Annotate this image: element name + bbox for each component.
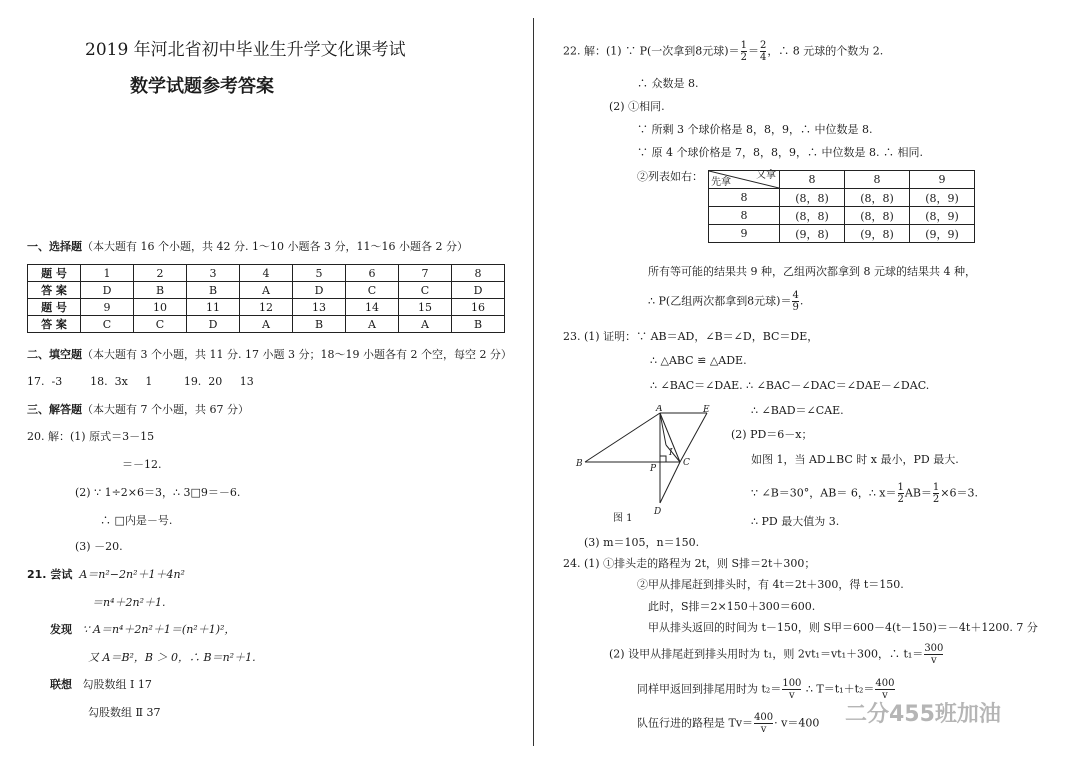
q20-line: ＝－12. bbox=[122, 458, 162, 471]
answer-cell: 15 bbox=[399, 299, 452, 316]
outcome-cell: (8，8) bbox=[845, 207, 910, 225]
answer-cell: 13 bbox=[293, 299, 346, 316]
answer-table-row bbox=[28, 282, 505, 299]
figure-caption: 图 1 bbox=[613, 513, 633, 524]
answer-cell: 9 bbox=[81, 299, 134, 316]
label-b: B bbox=[576, 459, 583, 469]
answer-cell: A bbox=[240, 282, 293, 299]
q21-label: 联想 bbox=[50, 678, 72, 691]
segment-ec bbox=[680, 413, 707, 462]
q23-line: ∴ PD 最大值为 3. bbox=[751, 515, 840, 528]
answer-table-row bbox=[28, 265, 505, 282]
outcome-header-row bbox=[709, 171, 975, 189]
answer-cell: D bbox=[293, 282, 346, 299]
fraction bbox=[754, 712, 773, 735]
denominator: v bbox=[882, 690, 888, 701]
choice-answer-table bbox=[27, 264, 505, 333]
q23-line: (3) m＝105，n＝150. bbox=[584, 536, 700, 549]
column-divider bbox=[533, 18, 534, 746]
answer-cell: 7 bbox=[399, 265, 452, 282]
q24-text: ∴ T＝t₁＋t₂＝ bbox=[805, 682, 875, 696]
answer-key-subtitle: 数学试题参考答案 bbox=[130, 76, 274, 97]
answer-cell: D bbox=[81, 282, 134, 299]
q23-line: ∴ △ABC ≌ △ADE. bbox=[650, 354, 747, 367]
q22-line: 所有等可能的结果共 9 种，乙组两次都拿到 8 元球的结果共 4 种， bbox=[648, 265, 976, 278]
fraction bbox=[933, 482, 939, 505]
q23-line: 如图 1，当 AD⊥BC 时 x 最小，PD 最大. bbox=[751, 453, 959, 466]
q24-text: · v＝400 bbox=[774, 716, 820, 730]
fraction bbox=[898, 482, 904, 505]
answer-cell: 8 bbox=[452, 265, 505, 282]
segment-ab bbox=[585, 413, 660, 462]
q20-line: (2) ∵ 1÷2×6＝3，∴ 3□9＝－6. bbox=[75, 486, 241, 499]
q22-line: ∵ 原 4 个球价格是 7，8，8，9，∴ 中位数是 8. ∴ 相同. bbox=[637, 146, 923, 159]
fraction bbox=[741, 40, 747, 63]
outcome-cell: (9，8) bbox=[780, 225, 845, 243]
row-header-cell: 答 案 bbox=[28, 316, 81, 333]
right-angle-mark bbox=[660, 456, 666, 462]
column-header-cell: 8 bbox=[780, 171, 845, 189]
outcome-cell: (8，8) bbox=[780, 207, 845, 225]
answer-cell: D bbox=[452, 282, 505, 299]
q24-line: 24. (1) ①排头走的路程为 2t，则 S排＝2t＋300； bbox=[563, 557, 816, 570]
row-header-cell: 题 号 bbox=[28, 265, 81, 282]
q22-text: ，∴ 8 元球的个数为 2. bbox=[767, 44, 884, 58]
corner-cell bbox=[709, 171, 780, 189]
q21-line bbox=[27, 568, 185, 581]
q21-label: 发现 bbox=[50, 623, 72, 636]
q21-line: 又 A＝B²，B ＞ 0，∴ B＝n²＋1. bbox=[88, 651, 256, 664]
label-e: E bbox=[703, 405, 710, 415]
outcome-cell: (9，9) bbox=[910, 225, 975, 243]
q22-line: ∵ 所剩 3 个球价格是 8，8，9，∴ 中位数是 8. bbox=[637, 123, 873, 136]
answer-cell: 5 bbox=[293, 265, 346, 282]
section-2-heading bbox=[27, 348, 512, 361]
numerator: 1 bbox=[897, 482, 904, 493]
q23-text: AB＝ bbox=[904, 486, 932, 500]
q21-expr: A＝n²−2n²＋1＋4n² bbox=[79, 568, 185, 581]
outcome-table bbox=[708, 170, 975, 243]
outcome-cell: (8，9) bbox=[910, 189, 975, 207]
answer-cell: C bbox=[399, 282, 452, 299]
denominator: 2 bbox=[740, 52, 747, 63]
q24-text: 队伍行进的路程是 Tv＝ bbox=[637, 716, 754, 730]
q22-text: ∴ P(乙组两次都拿到8元球)＝ bbox=[648, 294, 792, 308]
q23-line: ∴ ∠BAD＝∠CAE. bbox=[751, 404, 844, 417]
answer-cell: B bbox=[187, 282, 240, 299]
q20-line: ∴ □内是－号. bbox=[100, 514, 173, 527]
q21-line bbox=[50, 623, 235, 636]
q21-label: 21. 尝试 bbox=[27, 568, 73, 581]
section-3-heading bbox=[27, 403, 249, 416]
outcome-cell: (9，8) bbox=[845, 225, 910, 243]
q21-expr: ∵ A＝n⁴＋2n²＋1＝(n²＋1)²， bbox=[82, 623, 236, 636]
denominator: v bbox=[760, 724, 767, 735]
q24-line: ②甲从排尾赶到排头时，有 4t＝2t＋300，得 t＝150. bbox=[637, 578, 904, 591]
numerator: 2 bbox=[759, 40, 767, 51]
section-desc: （本大题有 16 个小题，共 42 分. 1～10 小题各 3 分，11～16 小题各 2 分） bbox=[82, 240, 468, 253]
q23-line bbox=[751, 482, 978, 505]
q22-line: ∴ 众数是 8. bbox=[637, 77, 699, 90]
q22-text: . bbox=[799, 294, 804, 308]
numerator: 1 bbox=[740, 40, 747, 51]
denominator: 9 bbox=[792, 302, 799, 313]
numerator: 4 bbox=[792, 290, 799, 301]
answer-cell: C bbox=[81, 316, 134, 333]
segment-ai bbox=[660, 413, 666, 445]
denominator: 2 bbox=[897, 494, 904, 505]
answer-cell: C bbox=[346, 282, 399, 299]
q24-line bbox=[609, 643, 944, 666]
outcome-cell: (8，8) bbox=[845, 189, 910, 207]
row-header-cell: 9 bbox=[709, 225, 780, 243]
answer-cell: 2 bbox=[134, 265, 187, 282]
section-title: 一、选择题 bbox=[27, 240, 82, 253]
q23-text: ×6＝3. bbox=[940, 486, 979, 500]
denominator: 4 bbox=[759, 52, 767, 63]
section-title: 三、解答题 bbox=[27, 403, 82, 416]
column-header-cell: 8 bbox=[845, 171, 910, 189]
answer-cell: 4 bbox=[240, 265, 293, 282]
label-a: A bbox=[656, 405, 663, 414]
numerator: 100 bbox=[782, 678, 802, 689]
q24-text: (2) 设甲从排尾赶到排头用时为 t₁，则 2vt₁＝vt₁＋300，∴ t₁＝ bbox=[609, 647, 924, 661]
fraction bbox=[924, 643, 943, 666]
corner-bottom-label: 先拿 bbox=[711, 177, 731, 188]
answer-cell: 16 bbox=[452, 299, 505, 316]
answer-cell: 3 bbox=[187, 265, 240, 282]
answer-cell: 6 bbox=[346, 265, 399, 282]
q22-line bbox=[648, 290, 803, 313]
numerator: 1 bbox=[932, 482, 940, 493]
q22-line: (2) ①相同. bbox=[609, 100, 665, 113]
q23-line: (2) PD＝6－x； bbox=[731, 428, 813, 441]
equals: ＝ bbox=[747, 44, 759, 58]
q21-line: ＝n⁴＋2n²＋1. bbox=[92, 596, 166, 609]
label-i: I bbox=[669, 448, 673, 458]
q23-line: ∴ ∠BAC＝∠DAE. ∴ ∠BAC－∠DAC＝∠DAE－∠DAC. bbox=[650, 379, 930, 392]
fraction bbox=[760, 40, 766, 63]
answer-cell: B bbox=[293, 316, 346, 333]
q20-line: 20. 解：(1) 原式＝3－15 bbox=[27, 430, 155, 443]
q24-line: 此时，S排＝2×150＋300＝600. bbox=[648, 600, 816, 613]
section-1-heading bbox=[27, 240, 468, 253]
label-d: D bbox=[654, 507, 662, 517]
label-p: P bbox=[650, 464, 657, 474]
denominator: v bbox=[931, 655, 937, 666]
outcome-row bbox=[709, 207, 975, 225]
row-header-cell: 8 bbox=[709, 207, 780, 225]
fraction bbox=[792, 290, 798, 313]
numerator: 300 bbox=[924, 643, 944, 654]
answer-cell: B bbox=[452, 316, 505, 333]
section-desc: （本大题有 3 个小题，共 11 分. 17 小题 3 分；18～19 小题各有 2 个空，每空 2 分） bbox=[82, 348, 512, 361]
q21-expr: 勾股数组 Ⅰ 17 bbox=[82, 678, 152, 691]
answer-cell: 10 bbox=[134, 299, 187, 316]
q24-line bbox=[637, 712, 819, 735]
outcome-cell: (8，9) bbox=[910, 207, 975, 225]
answer-cell: C bbox=[134, 316, 187, 333]
geometry-figure bbox=[570, 405, 720, 525]
numerator: 400 bbox=[875, 678, 895, 689]
row-header-cell: 答 案 bbox=[28, 282, 81, 299]
q22-line: ②列表如右： bbox=[637, 170, 703, 183]
answer-cell: 12 bbox=[240, 299, 293, 316]
exam-title: 2019 年河北省初中毕业生升学文化课考试 bbox=[85, 40, 406, 60]
answer-cell: A bbox=[346, 316, 399, 333]
fraction bbox=[782, 678, 801, 701]
section-title: 二、填空题 bbox=[27, 348, 82, 361]
answer-cell: 11 bbox=[187, 299, 240, 316]
outcome-cell: (8，8) bbox=[780, 189, 845, 207]
q21-line bbox=[50, 678, 152, 691]
answer-table-row bbox=[28, 299, 505, 316]
q24-text: 同样甲返回到排尾用时为 t₂＝ bbox=[637, 682, 782, 696]
row-header-cell: 8 bbox=[709, 189, 780, 207]
watermark-text: 二分455班加油 bbox=[845, 702, 1001, 727]
answer-cell: A bbox=[240, 316, 293, 333]
outcome-row bbox=[709, 189, 975, 207]
answer-cell: D bbox=[187, 316, 240, 333]
answer-cell: 1 bbox=[81, 265, 134, 282]
q22-line bbox=[563, 40, 883, 63]
corner-top-label: 又拿 bbox=[756, 170, 776, 181]
label-c: C bbox=[683, 458, 690, 468]
section-desc: （本大题有 7 个小题，共 67 分） bbox=[82, 403, 249, 416]
q20-line: (3) －20. bbox=[75, 540, 123, 553]
denominator: v bbox=[789, 690, 795, 701]
answer-table-row bbox=[28, 316, 505, 333]
answer-cell: B bbox=[134, 282, 187, 299]
fill-blank-answers: 17. -3 18. 3x 1 19. 20 13 bbox=[27, 375, 254, 388]
q23-line: 23. (1) 证明：∵ AB＝AD，∠B＝∠D，BC＝DE， bbox=[563, 330, 819, 343]
q24-line: 甲从排头返回的时间为 t－150，则 S甲＝600－4(t－150)＝－4t＋1200. 7 分 bbox=[648, 621, 1038, 634]
answer-cell: 14 bbox=[346, 299, 399, 316]
answer-cell: A bbox=[399, 316, 452, 333]
numerator: 400 bbox=[754, 712, 774, 723]
q21-line: 勾股数组 Ⅱ 37 bbox=[88, 706, 161, 719]
q23-text: ∵ ∠B＝30°，AB＝ 6，∴ x＝ bbox=[751, 486, 897, 500]
column-header-cell: 9 bbox=[910, 171, 975, 189]
denominator: 2 bbox=[932, 494, 940, 505]
outcome-row bbox=[709, 225, 975, 243]
segment-dc bbox=[660, 462, 680, 503]
q22-text: 22. 解：(1) ∵ P(一次拿到8元球)＝ bbox=[563, 44, 740, 58]
row-header-cell: 题 号 bbox=[28, 299, 81, 316]
